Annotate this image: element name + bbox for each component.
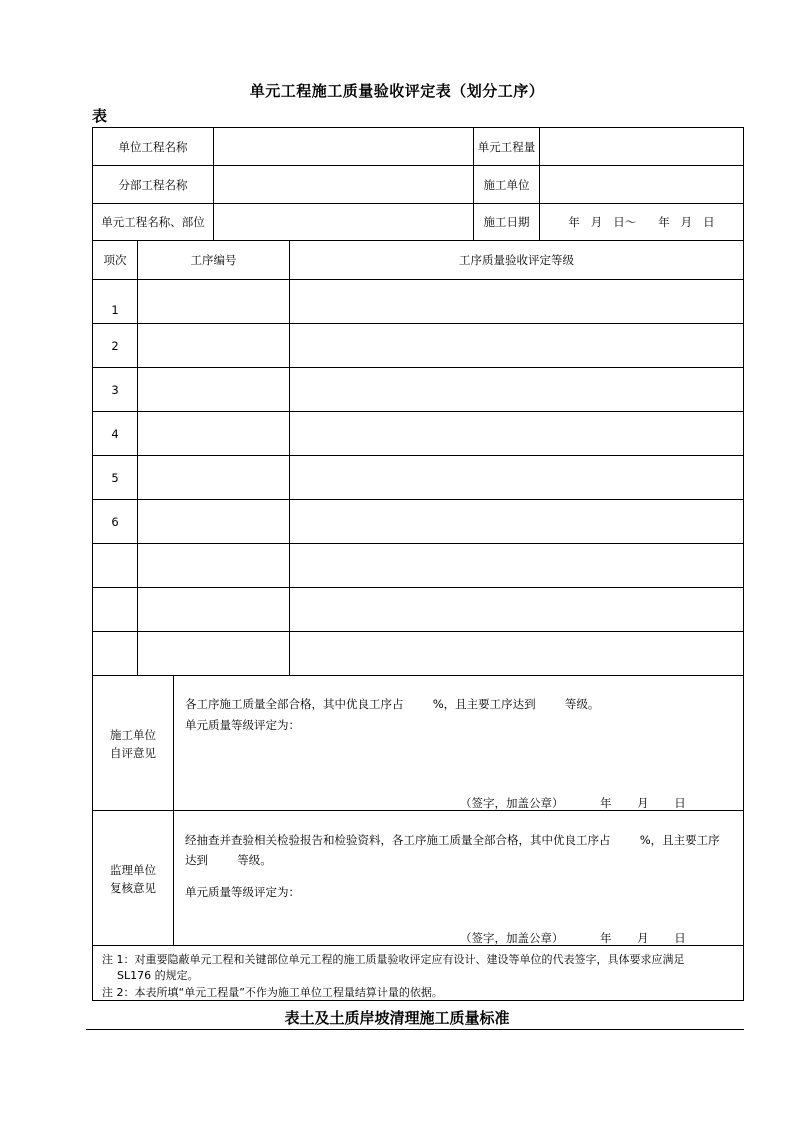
construction-unit-field[interactable] (540, 166, 743, 203)
col-index-header: 项次 (103, 253, 127, 267)
title-suffix: 表 (92, 107, 108, 125)
sub-project-name-field[interactable] (214, 166, 473, 203)
page-title: 单元工程施工质量验收评定表（划分工序） (249, 82, 545, 100)
element-name-label: 单元工程名称、部位 (101, 215, 205, 229)
construction-date-field[interactable]: 年 月 日～ 年 月 日 (568, 215, 715, 229)
footer-rule (86, 1029, 744, 1030)
unit-quantity-field[interactable] (540, 128, 743, 165)
col-grade-header: 工序质量验收评定等级 (459, 253, 574, 267)
construction-date-label: 施工日期 (483, 215, 530, 229)
self-assessment-grade-text: 单元质量等级评定为： (185, 718, 300, 732)
row-index: 1 (111, 302, 119, 317)
unit-project-name-label: 单位工程名称 (118, 139, 188, 154)
col-process-no-header: 工序编号 (190, 253, 237, 267)
self-assessment-label-2: 自评意见 (110, 746, 156, 760)
note-1-cont: SL176 的规定。 (117, 969, 199, 982)
self-assessment-text: 各工序施工质量全部合格，其中优良工序占 %，且主要工序达到 等级。 (185, 697, 600, 711)
supervision-label-1: 监理单位 (110, 863, 156, 877)
row-index: 6 (111, 514, 119, 529)
supervision-label-2: 复核意见 (110, 881, 156, 895)
self-assessment-sign: （签字，加盖公章） 年 月 日 (460, 796, 686, 810)
element-name-field[interactable] (214, 204, 473, 240)
note-2: 注 2：本表所填“单元工程量”不作为施工单位工程量结算计量的依据。 (102, 986, 443, 999)
sub-project-name-label: 分部工程名称 (118, 177, 188, 192)
row-index: 4 (111, 426, 119, 441)
construction-unit-label: 施工单位 (483, 177, 530, 192)
row-index: 3 (111, 382, 119, 397)
supervision-sign: （签字，加盖公章） 年 月 日 (460, 931, 686, 945)
supervision-text-cont: 达到 等级。 (185, 853, 272, 867)
row-index: 5 (111, 470, 119, 485)
supervision-text: 经抽查并查验相关检验报告和检验资料，各工序施工质量全部合格，其中优良工序占 %，且主要工序 (185, 833, 720, 847)
note-1: 注 1：对重要隐蔽单元工程和关键部位单元工程的施工质量验收评定应有设计、建设等单位的代表签字，具体要求应满足 (102, 953, 685, 966)
next-section-title: 表土及土质岸坡清理施工质量标准 (284, 1009, 510, 1027)
supervision-grade-text: 单元质量等级评定为： (185, 885, 300, 899)
unit-project-name-field[interactable] (214, 128, 473, 165)
row-index: 2 (111, 338, 119, 353)
unit-quantity-label: 单元工程量 (477, 139, 536, 154)
self-assessment-label-1: 施工单位 (110, 728, 156, 742)
